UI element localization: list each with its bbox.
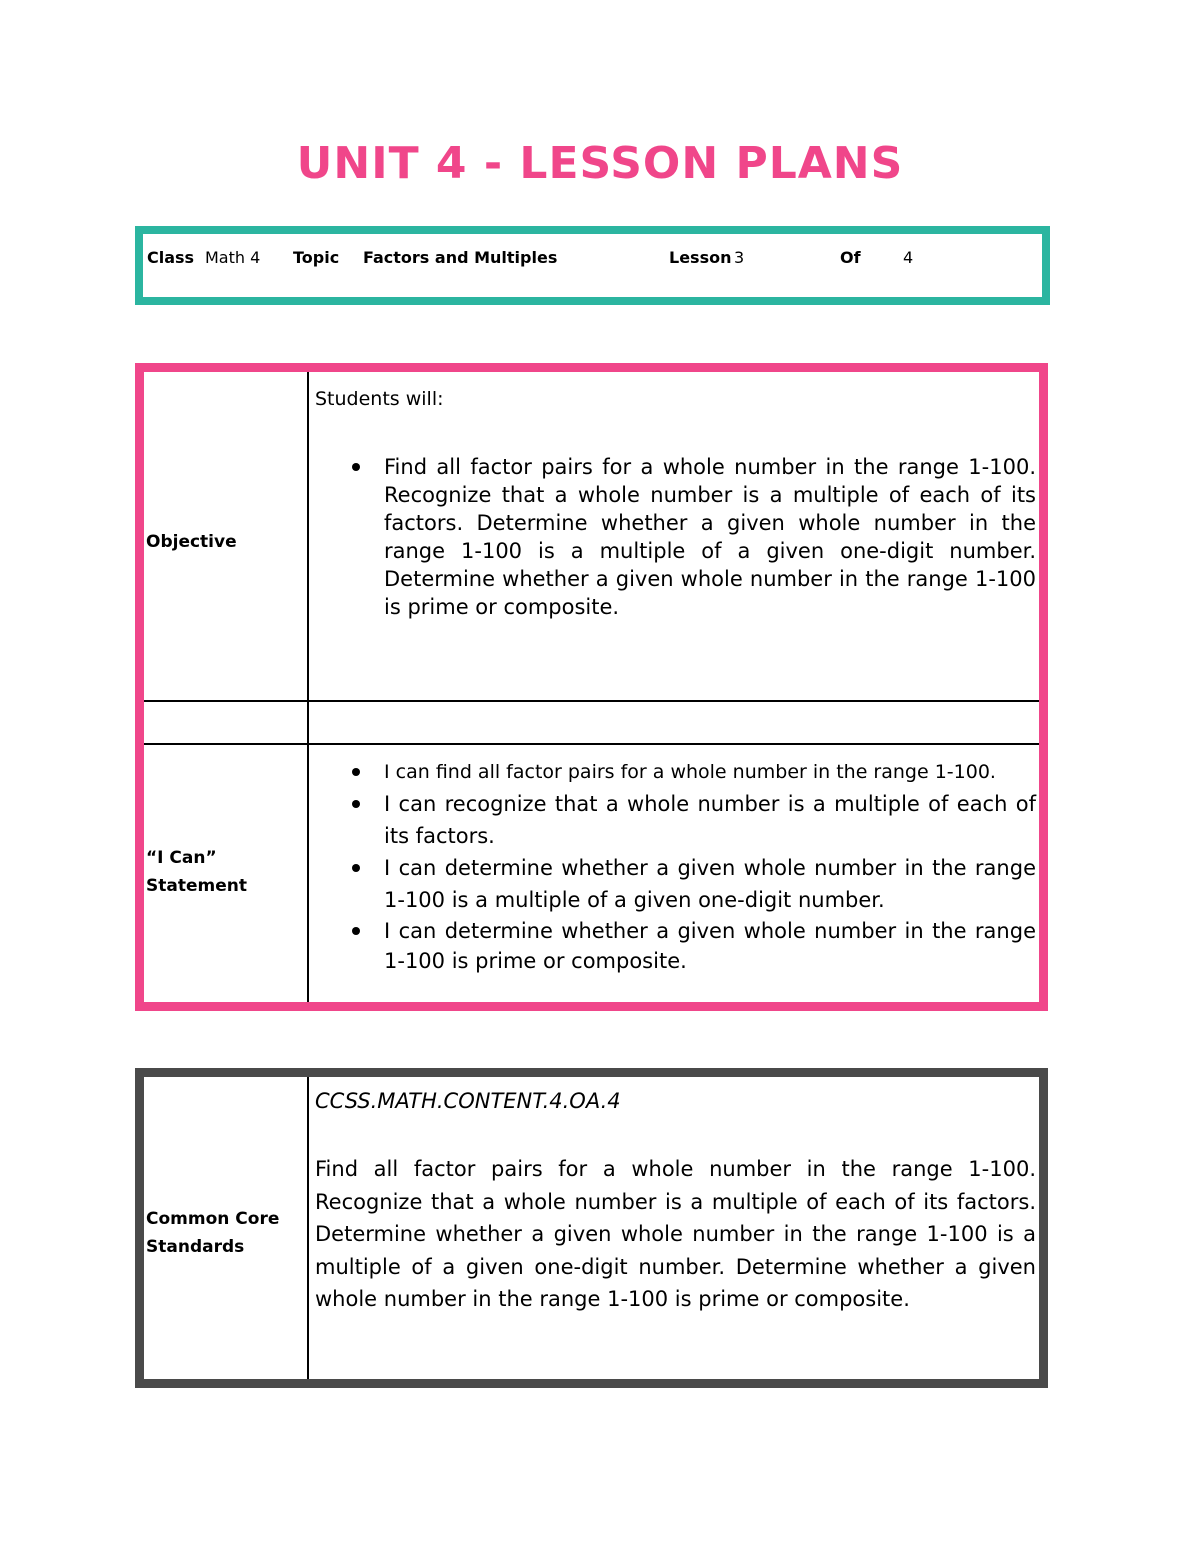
i-can-item-3: I can determine whether a given whole number in the range 1-100 is a multiple of a given one-digit number. bbox=[384, 856, 1036, 912]
standards-code: CCSS.MATH.CONTENT.4.OA.4 bbox=[315, 1089, 621, 1113]
of-label: Of bbox=[840, 248, 861, 267]
column-divider bbox=[307, 1077, 309, 1379]
list-item bbox=[315, 788, 1036, 852]
lesson-value: 3 bbox=[734, 248, 745, 267]
objective-table bbox=[135, 363, 1048, 1011]
list-item bbox=[315, 852, 1036, 916]
bullet-icon bbox=[352, 768, 360, 776]
column-divider bbox=[307, 372, 309, 1002]
list-item bbox=[315, 453, 1036, 621]
i-can-list bbox=[315, 757, 1036, 976]
row-divider bbox=[144, 743, 1039, 745]
bullet-icon bbox=[352, 864, 360, 872]
i-can-item-4: I can determine whether a given whole number in the range 1-100 is prime or composite. bbox=[384, 919, 1036, 973]
of-value: 4 bbox=[903, 248, 914, 267]
standards-table bbox=[135, 1068, 1048, 1388]
lesson-label: Lesson bbox=[669, 248, 732, 267]
i-can-item-2: I can recognize that a whole number is a multiple of each of its factors. bbox=[384, 792, 1036, 848]
topic-value: Factors and Multiples bbox=[363, 248, 558, 267]
standards-text: Find all factor pairs for a whole number in the range 1-100. Recognize that a whole number is a multiple of each of its factors. Determine whether a given whole number in the range 1-100 is a multiple of a given one-digit number. Determine whether a given whole number in the range 1-100 is prime or composite. bbox=[315, 1157, 1036, 1311]
standards-label-line2: Standards bbox=[146, 1237, 245, 1257]
page-title: UNIT 4 - LESSON PLANS bbox=[296, 138, 904, 189]
bullet-icon bbox=[352, 463, 360, 471]
i-can-item-1: I can find all factor pairs for a whole number in the range 1-100. bbox=[384, 761, 996, 783]
class-label: Class bbox=[147, 248, 195, 267]
topic-label: Topic bbox=[293, 248, 340, 267]
bullet-icon bbox=[352, 927, 360, 935]
objective-list bbox=[315, 453, 1036, 621]
i-can-label-line2: Statement bbox=[146, 876, 247, 896]
list-item bbox=[315, 916, 1036, 976]
objective-text: Find all factor pairs for a whole number in the range 1-100. Recognize that a whole number is a multiple of each of its factors. Determine whether a given whole number in the range 1-100 is a multiple of a given one-digit number. Determine whether a given whole number in the range 1-100 is prime or composite. bbox=[384, 455, 1036, 619]
standards-label-line1: Common Core bbox=[146, 1209, 280, 1229]
list-item bbox=[315, 757, 1036, 788]
objective-label: Objective bbox=[146, 532, 237, 552]
lesson-header-bar bbox=[135, 226, 1050, 305]
row-divider bbox=[144, 700, 1039, 702]
objective-intro: Students will: bbox=[315, 388, 444, 410]
i-can-label-line1: “I Can” bbox=[146, 848, 217, 868]
class-value: Math 4 bbox=[205, 248, 261, 267]
bullet-icon bbox=[352, 800, 360, 808]
